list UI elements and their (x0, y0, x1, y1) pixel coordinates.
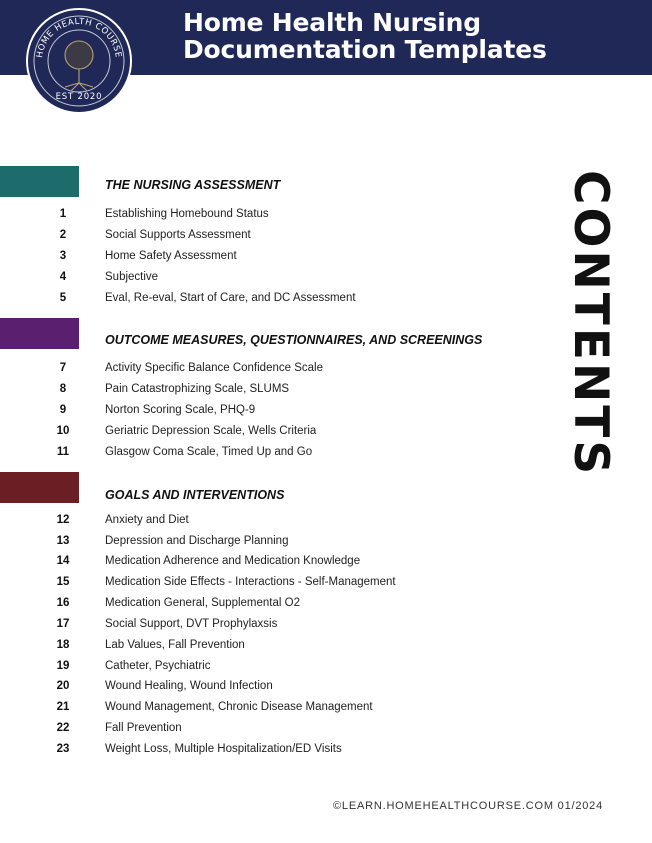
contents-label-wrap (560, 170, 620, 500)
toc-entry[interactable] (0, 362, 520, 380)
section-heading: THE NURSING ASSESSMENT (105, 178, 281, 192)
logo-top-text: HOME HEALTH COURSE (35, 16, 123, 59)
toc-entry-label: Social Supports Assessment (105, 229, 251, 241)
toc-entry[interactable] (0, 555, 520, 573)
toc-entry[interactable] (0, 597, 520, 615)
toc-page-number: 13 (56, 535, 70, 547)
toc-entry[interactable] (0, 271, 520, 289)
toc-entry-label: Anxiety and Diet (105, 514, 189, 526)
toc-entry-label: Eval, Re-eval, Start of Care, and DC Assessment (105, 292, 356, 304)
toc-entry[interactable] (0, 743, 520, 761)
toc-page-number: 5 (59, 292, 67, 304)
toc-entry[interactable] (0, 660, 520, 678)
toc-entry[interactable] (0, 701, 520, 719)
toc-page-number: 3 (59, 250, 67, 262)
toc-page-number: 20 (56, 680, 70, 692)
toc-page-number: 4 (59, 271, 67, 283)
toc-page-number: 17 (56, 618, 70, 630)
footer-copyright[interactable]: ©LEARN.HOMEHEALTHCOURSE.COM 01/2024 (333, 800, 604, 812)
toc-entry[interactable] (0, 680, 520, 698)
toc-page-number: 9 (59, 404, 67, 416)
section-bar-maroon (0, 472, 79, 503)
section-heading: GOALS AND INTERVENTIONS (105, 488, 285, 502)
toc-entry-label: Activity Specific Balance Confidence Scale (105, 362, 323, 374)
toc-entry-label: Weight Loss, Multiple Hospitalization/ED Visits (105, 743, 342, 755)
toc-entry-label: Fall Prevention (105, 722, 182, 734)
toc-entry[interactable] (0, 229, 520, 247)
toc-entry-label: Medication General, Supplemental O2 (105, 597, 300, 609)
toc-page-number: 14 (56, 555, 70, 567)
toc-entry[interactable] (0, 425, 520, 443)
toc-entry-label: Wound Healing, Wound Infection (105, 680, 273, 692)
logo-bottom-text: EST 2020 (55, 92, 103, 102)
title-line-1: Home Health Nursing (183, 8, 481, 37)
toc-entry[interactable] (0, 292, 520, 310)
toc-entry[interactable] (0, 639, 520, 657)
toc-page-number: 23 (56, 743, 70, 755)
toc-entry[interactable] (0, 618, 520, 636)
section-bar-teal (0, 166, 79, 197)
section-heading: OUTCOME MEASURES, QUESTIONNAIRES, AND SCREENINGS (105, 333, 483, 347)
toc-page-number: 11 (56, 446, 70, 458)
toc-entry[interactable] (0, 404, 520, 422)
toc-entry-label: Social Support, DVT Prophylaxsis (105, 618, 278, 630)
toc-entry-label: Depression and Discharge Planning (105, 535, 289, 547)
toc-entry-label: Norton Scoring Scale, PHQ-9 (105, 404, 256, 416)
toc-entry[interactable] (0, 514, 520, 532)
section-bar-purple (0, 318, 79, 349)
toc-page-number: 15 (56, 576, 70, 588)
toc-entry-label: Medication Adherence and Medication Knowledge (105, 555, 361, 567)
toc-page-number: 10 (56, 425, 70, 437)
toc-entry[interactable] (0, 722, 520, 740)
toc-entry-label: Glasgow Coma Scale, Timed Up and Go (105, 446, 313, 458)
page-title (183, 9, 547, 63)
toc-entry-label: Lab Values, Fall Prevention (105, 639, 245, 651)
toc-entry-label: Geriatric Depression Scale, Wells Criteria (105, 425, 317, 437)
toc-page-number: 2 (59, 229, 67, 241)
toc-entry-label: Wound Management, Chronic Disease Management (105, 701, 373, 713)
toc-entry[interactable] (0, 535, 520, 553)
toc-entry[interactable] (0, 383, 520, 401)
toc-page-number: 19 (56, 660, 70, 672)
toc-page-number: 21 (56, 701, 70, 713)
toc-entry[interactable] (0, 446, 520, 464)
toc-entry[interactable] (0, 576, 520, 594)
toc-entry-label: Catheter, Psychiatric (105, 660, 211, 672)
contents-label: CONTENTS (563, 170, 618, 478)
title-line-2: Documentation Templates (183, 35, 547, 64)
toc-entry-label: Pain Catastrophizing Scale, SLUMS (105, 383, 290, 395)
toc-page-number: 8 (59, 383, 67, 395)
toc-entry[interactable] (0, 250, 520, 268)
toc-page-number: 16 (56, 597, 70, 609)
toc-page-number: 1 (59, 208, 67, 220)
toc-page-number: 22 (56, 722, 70, 734)
toc-entry-label: Medication Side Effects - Interactions - Self-Management (105, 576, 396, 588)
logo-badge (25, 7, 133, 115)
toc-page-number: 7 (59, 362, 67, 374)
toc-entry-label: Subjective (105, 271, 159, 283)
toc-page-number: 12 (56, 514, 70, 526)
toc-entry-label: Home Safety Assessment (105, 250, 237, 262)
toc-page-number: 18 (56, 639, 70, 651)
toc-entry-label: Establishing Homebound Status (105, 208, 269, 220)
toc-entry[interactable] (0, 208, 520, 226)
